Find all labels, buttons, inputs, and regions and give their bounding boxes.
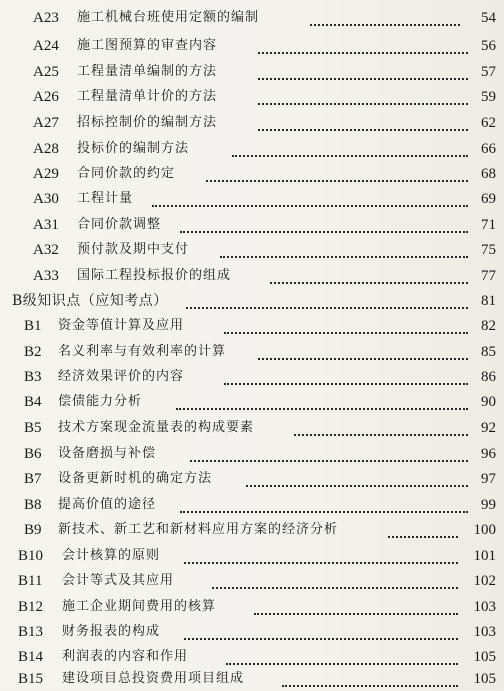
dot-leader [258,49,468,54]
dot-leader [224,380,468,385]
toc-entry-b14[interactable] [0,645,504,669]
entry-page-number: 103 [473,624,496,640]
toc-entry-a27[interactable] [0,111,504,135]
toc-entry-b9[interactable] [0,518,504,542]
entry-title: 工程量清单编制的方法 [77,64,218,79]
toc-entry-b11[interactable] [0,569,504,593]
entry-title: 国际工程投标报价的组成 [77,268,232,283]
entry-title: 会计等式及其应用 [62,573,175,588]
dot-leader [180,508,468,513]
entry-title: 工程计量 [77,191,134,206]
entry-page-number: 86 [481,369,496,385]
dot-leader [226,660,458,665]
entry-page-number: 66 [481,141,496,157]
entry-code: B11 [18,573,43,589]
toc-entry-a24[interactable] [0,34,504,58]
entry-code: A28 [33,141,59,157]
toc-entry-a30[interactable] [0,187,504,211]
dot-leader [224,329,468,334]
dot-leader [190,457,468,462]
dot-leader [180,228,468,233]
entry-title: 提高价值的途径 [58,497,157,512]
entry-code: B6 [24,446,42,462]
entry-title: 偿债能力分析 [58,394,143,409]
toc-entry-b13[interactable] [0,620,504,644]
entry-page-number: 92 [481,420,496,436]
toc-section-b[interactable] [0,289,504,313]
entry-page-number: 68 [481,166,496,182]
entry-code: B14 [18,649,44,665]
dot-leader [220,253,468,258]
entry-code: A33 [33,268,59,284]
toc-entry-b5[interactable] [0,416,504,440]
entry-code: A30 [33,191,59,207]
entry-title: 合同价款的约定 [77,166,176,181]
entry-code: A27 [33,115,59,131]
entry-code: B9 [24,522,42,538]
entry-code: B12 [18,599,44,615]
toc-entry-b3[interactable] [0,365,504,389]
dot-leader [258,100,468,105]
entry-title: 设备磨损与补偿 [58,446,157,461]
entry-page-number: 105 [473,649,496,665]
entry-page-number: 101 [473,548,496,564]
toc-entry-a28[interactable] [0,137,504,161]
entry-title: 招标控制价的编制方法 [77,115,218,130]
entry-page-number: 71 [481,217,496,233]
toc-entry-b8[interactable] [0,493,504,517]
entry-title: 名义利率与有效利率的计算 [58,344,227,359]
entry-code: A26 [33,89,59,105]
dot-leader [258,75,468,80]
entry-page-number: 75 [481,242,496,258]
entry-title: 预付款及期中支付 [77,242,190,257]
entry-code: A23 [33,10,59,26]
entry-page-number: 105 [473,671,496,687]
dot-leader [232,152,468,157]
entry-page-number: 56 [481,38,496,54]
toc-entry-b2[interactable] [0,340,504,364]
toc-entry-b1[interactable] [0,314,504,338]
dot-leader [282,682,458,687]
entry-code: A25 [33,64,59,80]
entry-code: B3 [24,369,42,385]
entry-title: 经济效果评价的内容 [58,369,185,384]
entry-code: B4 [24,394,42,410]
entry-page-number: 102 [473,573,496,589]
entry-code: B15 [18,671,44,687]
entry-page-number: 99 [481,497,496,513]
toc-entry-a29[interactable] [0,162,504,186]
dot-leader [246,482,468,487]
dot-leader [152,202,468,207]
dot-leader [206,177,468,182]
entry-page-number: 54 [481,10,496,26]
entry-title: 合同价款调整 [77,217,162,232]
entry-code: A29 [33,166,59,182]
toc-entry-a26[interactable] [0,85,504,109]
dot-leader [186,304,468,309]
entry-page-number: 69 [481,191,496,207]
entry-title: 建设项目总投资费用项目组成 [62,671,245,686]
dot-leader [310,21,460,26]
entry-title: 施工企业期间费用的核算 [62,599,217,614]
toc-entry-b7[interactable] [0,467,504,491]
entry-code: B7 [24,471,42,487]
entry-title: 新技术、新工艺和新材料应用方案的经济分析 [58,522,339,537]
section-heading: B级知识点（应知考点） [12,293,168,309]
dot-leader [270,279,468,284]
dot-leader [388,533,458,538]
toc-entry-a23[interactable] [0,6,504,30]
entry-title: 投标价的编制方法 [77,141,190,156]
dot-leader [212,584,458,589]
entry-title: 施工图预算的审查内容 [77,38,218,53]
entry-title: 设备更新时机的确定方法 [58,471,213,486]
entry-page-number: 62 [481,115,496,131]
toc-entry-b15[interactable] [0,667,504,691]
dot-leader [176,405,468,410]
entry-page-number: 77 [481,268,496,284]
entry-code: B13 [18,624,44,640]
entry-page-number: 100 [473,522,496,538]
entry-page-number: 57 [481,64,496,80]
dot-leader [258,126,468,131]
entry-title: 会计核算的原则 [62,548,161,563]
entry-page-number: 97 [481,471,496,487]
toc-entry-a31[interactable] [0,213,504,237]
entry-code: B2 [24,344,42,360]
toc-entry-b12[interactable] [0,595,504,619]
entry-title: 资金等值计算及应用 [58,318,185,333]
dot-leader [254,610,458,615]
entry-page-number: 103 [473,599,496,615]
toc-entry-b10[interactable] [0,544,504,568]
entry-title: 技术方案现金流量表的构成要素 [58,420,255,435]
entry-code: B1 [24,318,42,334]
dot-leader [184,635,458,640]
entry-code: B10 [18,548,44,564]
entry-title: 施工机械台班使用定额的编制 [77,10,260,25]
dot-leader [184,559,458,564]
dot-leader [294,431,468,436]
entry-page-number: 96 [481,446,496,462]
entry-code: B8 [24,497,42,513]
toc-entry-b4[interactable] [0,390,504,414]
entry-page-number: 85 [481,344,496,360]
entry-code: A31 [33,217,59,233]
toc-entry-a33[interactable] [0,264,504,288]
entry-title: 财务报表的构成 [62,624,161,639]
entry-title: 工程量清单计价的方法 [77,89,218,104]
entry-title: 利润表的内容和作用 [62,649,189,664]
entry-page-number: 90 [481,394,496,410]
entry-page-number: 81 [481,293,496,309]
entry-code: A24 [33,38,59,54]
toc-entry-a25[interactable] [0,60,504,84]
toc-entry-a32[interactable] [0,238,504,262]
entry-code: B5 [24,420,42,436]
entry-code: A32 [33,242,59,258]
entry-page-number: 82 [481,318,496,334]
dot-leader [258,355,468,360]
toc-entry-b6[interactable] [0,442,504,466]
entry-page-number: 59 [481,89,496,105]
